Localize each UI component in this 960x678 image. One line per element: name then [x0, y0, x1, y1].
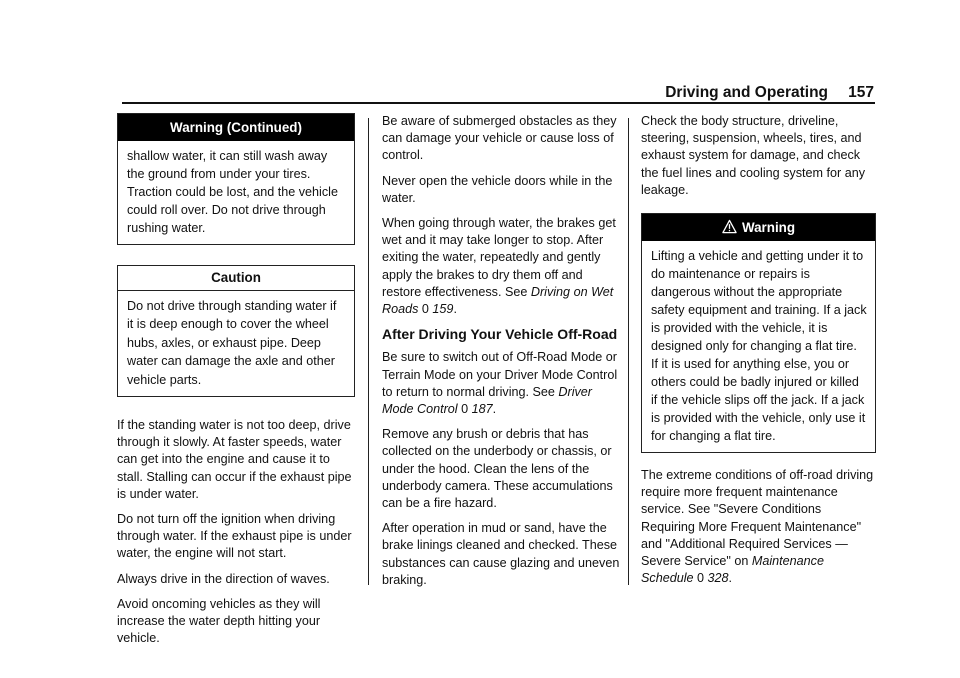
- section-heading: After Driving Your Vehicle Off-Road: [382, 326, 618, 343]
- page-ref[interactable]: 187: [471, 402, 493, 417]
- paragraph: Remove any brush or debris that has collected on the underbody or chassis, or under the hood. Clean the lens of the underbody camera. These accumulations can be a fire hazard.: [382, 427, 613, 511]
- section-title: Driving and Operating: [665, 84, 828, 101]
- paragraph: Avoid oncoming vehicles as they will increase the water depth hitting your vehicle.: [117, 596, 321, 646]
- page-arrow: 0: [421, 302, 429, 317]
- page-ref[interactable]: 159: [432, 302, 454, 317]
- warning-box-text: Lifting a vehicle and getting under it to do maintenance or repairs is dangerous without the appropriate safety equipment and training. If a jack is provided with the vehicle, it is designed only for changing a flat tire. If it is used for anything else, you or others could be badly injured or killed if the vehicle slips off the jack. If a jack is provided with the vehicle, only use it for changing a flat tire.: [651, 249, 867, 444]
- paragraph: Be aware of submerged obstacles as they can damage your vehicle or cause loss of control.: [382, 114, 617, 163]
- column-1: [117, 113, 355, 655]
- paragraph: When going through water, the brakes get wet and it may take longer to stop. After exiting the water, repeatedly and gently apply the brakes to dry them off and restore effectiveness. See Driving on Wet Roads 0 159.: [382, 216, 616, 317]
- page-arrow: 0: [697, 571, 705, 586]
- paragraph: Do not turn off the ignition when driving through water. If the exhaust pipe is under water, the engine will not start.: [117, 512, 352, 561]
- warning-box-text: shallow water, it can still wash away the ground from under your tires. Traction could be lost, and the vehicle could roll over. Do not drive through rushing water.: [127, 149, 338, 235]
- paragraph: After operation in mud or sand, have the brake linings cleaned and checked. These substances can cause glazing and uneven braking.: [382, 521, 620, 587]
- paragraph: Check the body structure, driveline, steering, suspension, wheels, tires, and exhaust system for damage, and check the fuel lines and cooling system for any leakage.: [641, 114, 866, 197]
- header-divider: [122, 102, 875, 104]
- paragraph: Be sure to switch out of Off-Road Mode or Terrain Mode on your Driver Mode Control to return to normal driving. See Driver Mode Control 0 187.: [382, 350, 618, 417]
- caution-box: [117, 265, 355, 397]
- page-arrow: 0: [461, 402, 469, 417]
- paragraph: Always drive in the direction of waves.: [117, 571, 330, 586]
- warning-box-title: Warning: [642, 214, 875, 241]
- paragraph: The extreme conditions of off-road driving require more frequent maintenance service. See "Severe Conditions Requiring More Frequent Maintenance" and "Additional Required Services — Severe Service" on Maintenance Schedule 0 328.: [641, 468, 874, 586]
- cross-reference-link[interactable]: Maintenance Schedule: [641, 554, 824, 586]
- column-divider: [368, 118, 369, 585]
- cross-reference-link[interactable]: Driver Mode Control: [382, 384, 592, 417]
- warning-box-title: Warning (Continued): [118, 114, 354, 141]
- caution-box-text: Do not drive through standing water if it is deep enough to cover the wheel hubs, axles, or exhaust pipe. Deep water can damage the axle and other vehicle parts.: [127, 299, 337, 387]
- page-ref[interactable]: 328: [707, 571, 729, 586]
- warning-triangle-icon: [722, 219, 737, 234]
- warning-continued-box: [117, 113, 355, 245]
- paragraph: If the standing water is not too deep, drive through it slowly. At faster speeds, water can get into the engine and cause it to stall. Stalling can occur if the exhaust pipe is under water.: [117, 418, 352, 501]
- caution-box-title: Caution: [118, 266, 354, 291]
- paragraph: Never open the vehicle doors while in the water.: [382, 173, 613, 205]
- cross-reference-link[interactable]: Driving on Wet Roads: [382, 284, 614, 317]
- column-divider: [628, 118, 629, 585]
- warning-box: [641, 213, 876, 453]
- column-2: [382, 113, 620, 597]
- column-3: [641, 113, 876, 595]
- page-number: 157: [848, 84, 874, 101]
